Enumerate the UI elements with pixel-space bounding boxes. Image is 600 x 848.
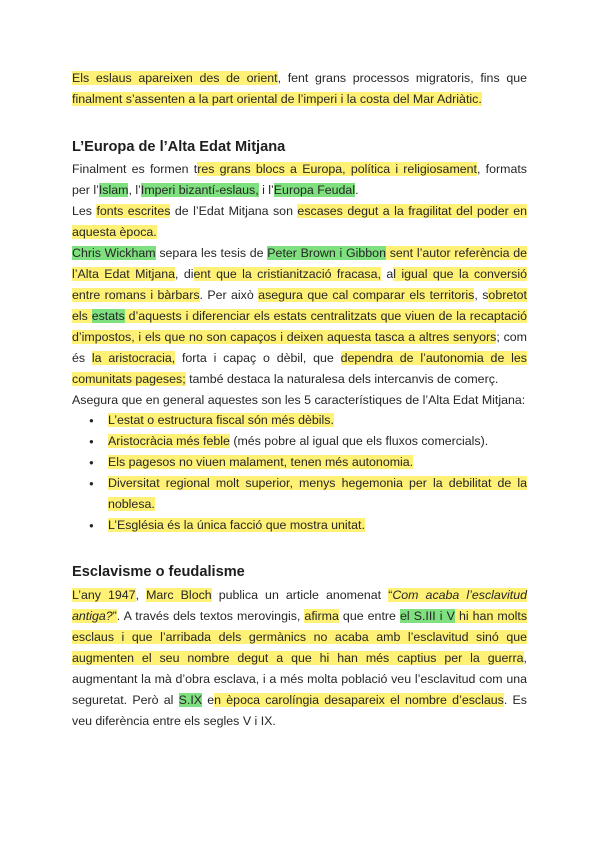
highlight: Aristocràcia més feble <box>108 434 230 448</box>
highlight: la aristocracia, <box>91 351 176 365</box>
paragraph-blocs <box>72 159 527 201</box>
text-run: . A través dels textos merovingis, <box>116 609 305 623</box>
list-item <box>72 473 527 515</box>
text-run: també destaca la naturalesa dels intercanvis de comerç. <box>185 372 499 386</box>
text-run: ; com és <box>72 330 527 365</box>
text-run: Les <box>72 204 97 218</box>
highlight-green: Peter Brown i Gibbon <box>267 246 386 260</box>
highlight-green: Europa Feudal <box>273 183 356 197</box>
text-run: . <box>355 183 359 197</box>
highlight: ” <box>112 609 117 623</box>
text-run: i l’ <box>258 183 274 197</box>
text-run: , l’ <box>128 183 141 197</box>
highlight-italic: Com acaba l’esclavitud antiga? <box>72 588 527 623</box>
characteristics-list <box>72 410 527 536</box>
highlight: època carolíngia desapareix el nombre d’esclaus <box>226 693 504 707</box>
highlight: d’aquests i diferenciar els estats centralitzats que viuen de la recaptació d’impostos, i els que no son capaços i deixen aquesta tasca a altres senyors <box>72 309 527 344</box>
highlight: res grans blocs a Europa, política i religiosament <box>197 162 477 176</box>
highlight: n <box>214 693 227 707</box>
highlight: L’any 1947 <box>72 588 136 602</box>
section-heading: L’Europa de l’Alta Edat Mitjana <box>72 139 286 155</box>
text-run: separa les tesis de <box>155 246 268 260</box>
highlight-green: el S.III i V <box>399 609 455 623</box>
highlight: L’estat o estructura fiscal són més dèbils. <box>108 413 334 427</box>
highlight: obretot els <box>72 288 527 323</box>
highlight: hi han molts esclaus i que l’arribada dels germànics no acaba amb l’esclavitud sinó que augmenten el seu nombre degut a que hi han més captius per la guerra <box>72 609 528 665</box>
section-heading: Esclavisme o feudalisme <box>72 564 245 580</box>
text-run: . Es veu diferència entre els segles V i IX. <box>72 693 527 728</box>
text-run: que entre <box>338 609 400 623</box>
text-run: de l’Edat Mitjana son <box>170 204 298 218</box>
paragraph-wickham <box>72 243 527 390</box>
highlight: Diversitat regional molt superior, menys hegemonia per la debilitat de la noblesa. <box>108 476 527 511</box>
text-run: (més pobre al igual que els fluxos comercials). <box>229 434 489 448</box>
highlight: fonts escrites <box>96 204 171 218</box>
highlight-green: estats <box>91 309 125 323</box>
text-run: , fent grans processos migratoris, fins que <box>277 71 527 85</box>
highlight-green: Chris Wickham <box>72 246 156 260</box>
highlight: afirma <box>304 609 339 623</box>
text-run: , formats per l’ <box>72 162 527 197</box>
highlight-green: Imperi bizantí-eslaus, <box>140 183 259 197</box>
list-item <box>72 431 527 452</box>
highlight: L’Església és la única facció que mostra unitat. <box>108 518 365 532</box>
text-run: Finalment es formen t <box>72 162 198 176</box>
highlight: l igual que la conversió entre romans i bàrbars <box>72 267 527 302</box>
highlight: sent l’autor referència de l’Alta Edat Mitjana <box>72 246 527 281</box>
text-run: forta i capaç o dèbil, que <box>175 351 341 365</box>
highlight: Els pagesos no viuen malament, tenen més autonomia. <box>108 455 414 469</box>
highlight: ent que la cristianització fracasa, <box>193 267 381 281</box>
text-run: , augmentant la mà d’obra esclava, i a més molta població veu l’esclavitud com una seguretat. Però al <box>72 651 527 707</box>
intro-paragraph <box>72 68 527 110</box>
highlight: escases degut a la fragilitat del poder en aquesta època. <box>72 204 527 239</box>
list-item <box>72 452 527 473</box>
highlight: “ <box>388 588 393 602</box>
text-run: publica un article anomenat <box>211 588 389 602</box>
text-run: e <box>202 693 215 707</box>
highlight: finalment s’assenten a la part oriental de l’imperi i la costa del Mar Adriàtic. <box>72 92 482 106</box>
list-item <box>72 515 527 536</box>
highlight: Els eslaus apareixen des de orient <box>72 71 278 85</box>
highlight: asegura que cal comparar els territoris <box>258 288 475 302</box>
text-run: a <box>380 267 394 281</box>
text-run: , s <box>474 288 489 302</box>
text-run: , <box>135 588 147 602</box>
paragraph-bloch <box>72 585 527 732</box>
text-run: , di <box>175 267 194 281</box>
list-item <box>72 410 527 431</box>
highlight-green: Islam <box>98 183 129 197</box>
highlight: dependra de l’autonomia de les comunitats pageses; <box>72 351 527 386</box>
text-run: . Per això <box>199 288 259 302</box>
paragraph-caracteristiques: Asegura que en general aquestes son les 5 característiques de l’Alta Edat Mitjana: <box>72 393 526 407</box>
highlight: Marc Bloch <box>146 588 212 602</box>
paragraph-fonts <box>72 201 527 243</box>
highlight-green: S.IX <box>178 693 203 707</box>
